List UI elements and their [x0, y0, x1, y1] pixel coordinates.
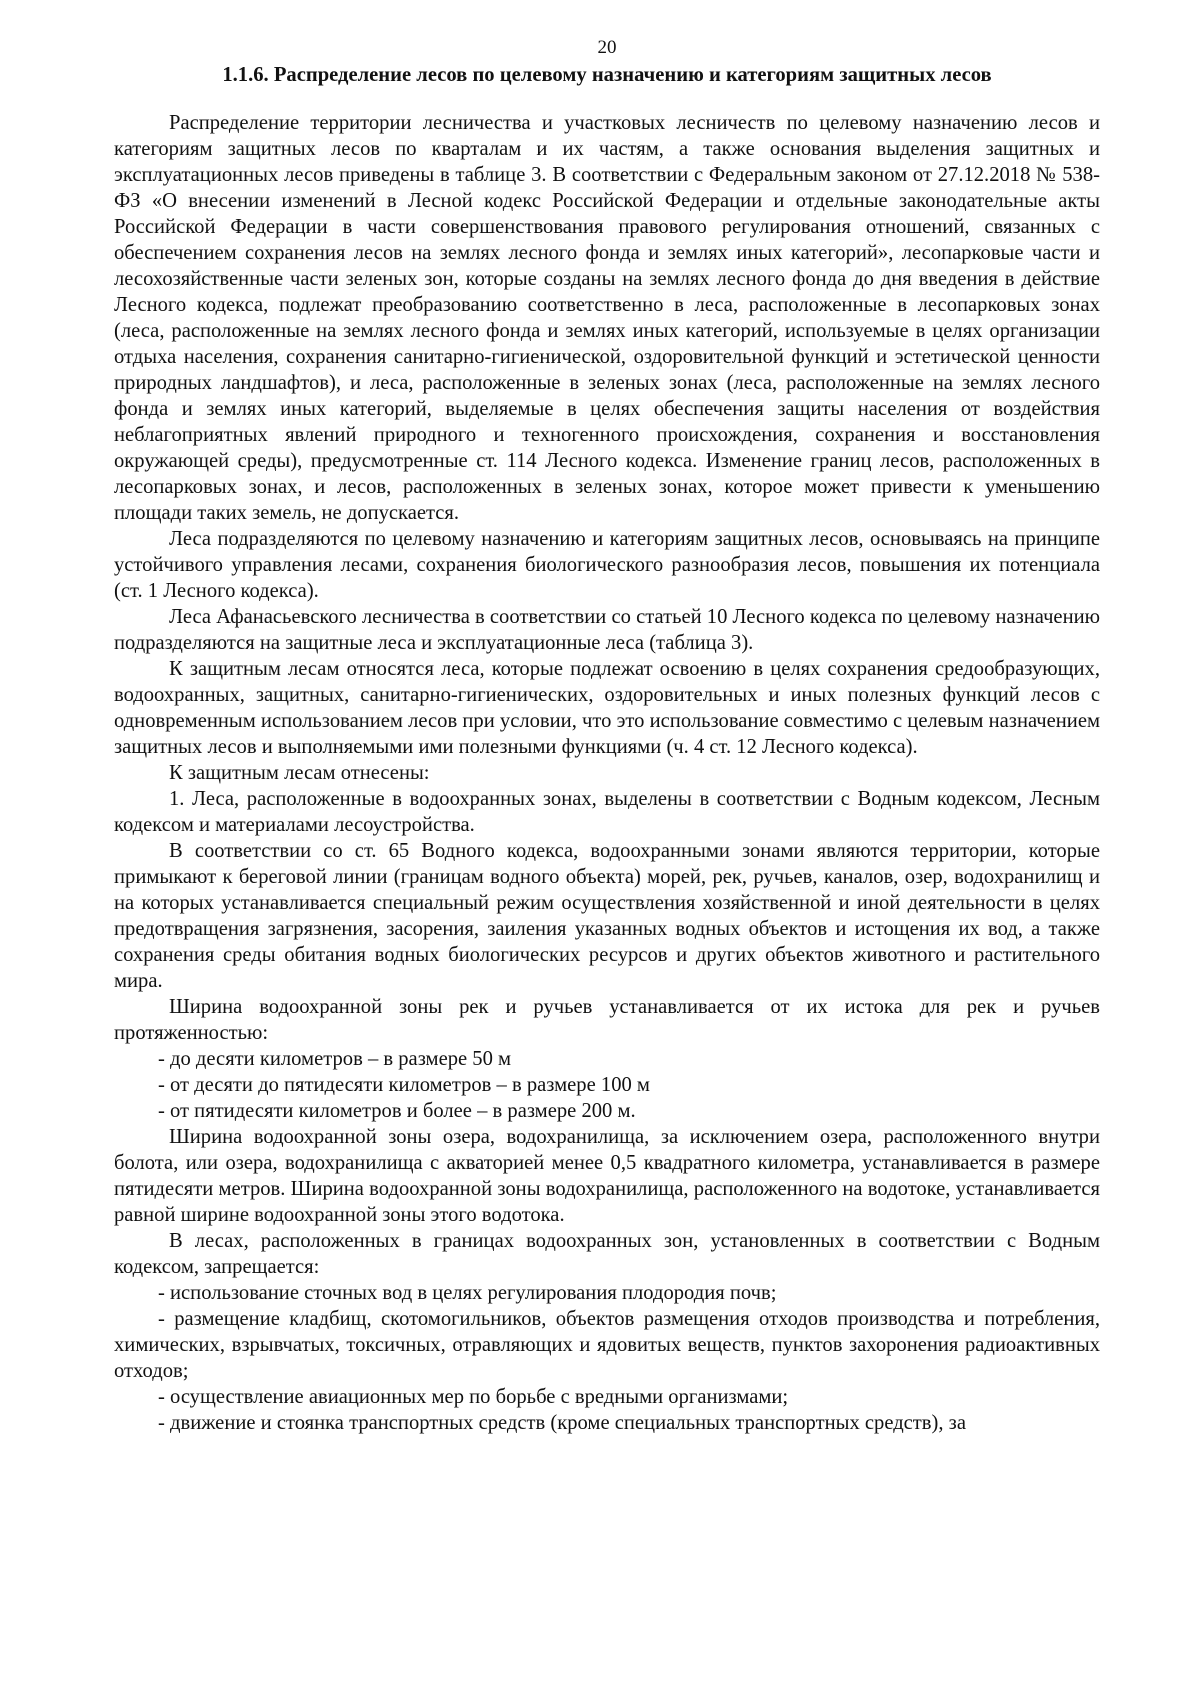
page-number: 20: [597, 37, 617, 58]
paragraph: 1. Леса, расположенные в водоохранных зонах, выделены в соответствии с Водным кодексом, Лесным кодексом и материалами лесоустройства.: [114, 788, 1100, 836]
prohibited-list-item: - размещение кладбищ, скотомогильников, объектов размещения отходов производства и потребления, химических, взрывчатых, токсичных, отравляющих и ядовитых веществ, пунктов захоронения радиоактивных отходов;: [114, 1308, 1100, 1382]
paragraph: К защитным лесам относятся леса, которые подлежат освоению в целях сохранения средообразующих, водоохранных, защитных, санитарно-гигиенических, оздоровительных и иных полезных функций лесов с одновременным использованием лесов при условии, что это использование совместимо с целевым назначением защитных лесов и выполняемыми ими полезными функциями (ч. 4 ст. 12 Лесного кодекса).: [114, 658, 1100, 758]
width-list-item: - до десяти километров – в размере 50 м: [158, 1048, 512, 1070]
width-list-item: - от десяти до пятидесяти километров – в размере 100 м: [158, 1074, 650, 1096]
paragraph: Ширина водоохранной зоны рек и ручьев устанавливается от их истока для рек и ручьев протяженностью:: [114, 996, 1100, 1044]
prohibited-list-item: - осуществление авиационных мер по борьбе с вредными организмами;: [158, 1386, 789, 1408]
paragraph: К защитным лесам отнесены:: [169, 762, 430, 784]
prohibited-list-item: - использование сточных вод в целях регулирования плодородия почв;: [158, 1282, 777, 1304]
section-title: 1.1.6. Распределение лесов по целевому назначению и категориям защитных лесов: [222, 64, 992, 86]
paragraph: В лесах, расположенных в границах водоохранных зон, установленных в соответствии с Водным кодексом, запрещается:: [114, 1230, 1100, 1278]
paragraph: Ширина водоохранной зоны озера, водохранилища, за исключением озера, расположенного внутри болота, или озера, водохранилища с акваторией менее 0,5 квадратного километра, устанавливается в размере пятидесяти метров. Ширина водоохранной зоны водохранилища, расположенного на водотоке, устанавливается равной ширине водоохранной зоны этого водотока.: [114, 1126, 1100, 1226]
paragraph: Леса Афанасьевского лесничества в соответствии со статьей 10 Лесного кодекса по целевому назначению подразделяются на защитные леса и эксплуатационные леса (таблица 3).: [114, 606, 1100, 654]
paragraph: Распределение территории лесничества и участковых лесничеств по целевому назначению лесов и категориям защитных лесов по кварталам и их частям, а также основания выделения защитных и эксплуатационных лесов приведены в таблице 3. В соответствии с Федеральным законом от 27.12.2018 № 538-ФЗ «О внесении изменений в Лесной кодекс Российской Федерации и отдельные законодательные акты Российской Федерации в части совершенствования правового регулирования отношений, связанных с обеспечением сохранения лесов на землях лесного фонда и землях иных категорий», лесопарковые части и лесохозяйственные части зеленых зон, которые созданы на землях лесного фонда до дня введения в действие Лесного кодекса, подлежат преобразованию соответственно в леса, расположенные в лесопарковых зонах (леса, расположенные на землях лесного фонда и землях иных категорий, используемые в целях организации отдыха населения, сохранения санитарно-гигиенической, оздоровительной функций и эстетической ценности природных ландшафтов), и леса, расположенные в зеленых зонах (леса, расположенные на землях лесного фонда и землях иных категорий, выделяемые в целях обеспечения защиты населения от воздействия неблагоприятных явлений природного и техногенного происхождения, сохранения и восстановления окружающей среды), предусмотренные ст. 114 Лесного кодекса. Изменение границ лесов, расположенных в лесопарковых зонах, и лесов, расположенных в зеленых зонах, которое может привести к уменьшению площади таких земель, не допускается.: [114, 112, 1100, 524]
paragraph: Леса подразделяются по целевому назначению и категориям защитных лесов, основываясь на принципе устойчивого управления лесами, сохранения биологического разнообразия лесов, повышения их потенциала (ст. 1 Лесного кодекса).: [114, 528, 1100, 602]
paragraph: В соответствии со ст. 65 Водного кодекса, водоохранными зонами являются территории, которые примыкают к береговой линии (границам водного объекта) морей, рек, ручьев, каналов, озер, водохранилищ и на которых устанавливается специальный режим осуществления хозяйственной и иной деятельности в целях предотвращения загрязнения, засорения, заиления указанных водных объектов и истощения их вод, а также сохранения среды обитания водных биологических ресурсов и других объектов животного и растительного мира.: [114, 840, 1100, 992]
prohibited-list-item: - движение и стоянка транспортных средств (кроме специальных транспортных средств), за: [158, 1412, 966, 1434]
width-list-item: - от пятидесяти километров и более – в размере 200 м.: [158, 1100, 636, 1122]
